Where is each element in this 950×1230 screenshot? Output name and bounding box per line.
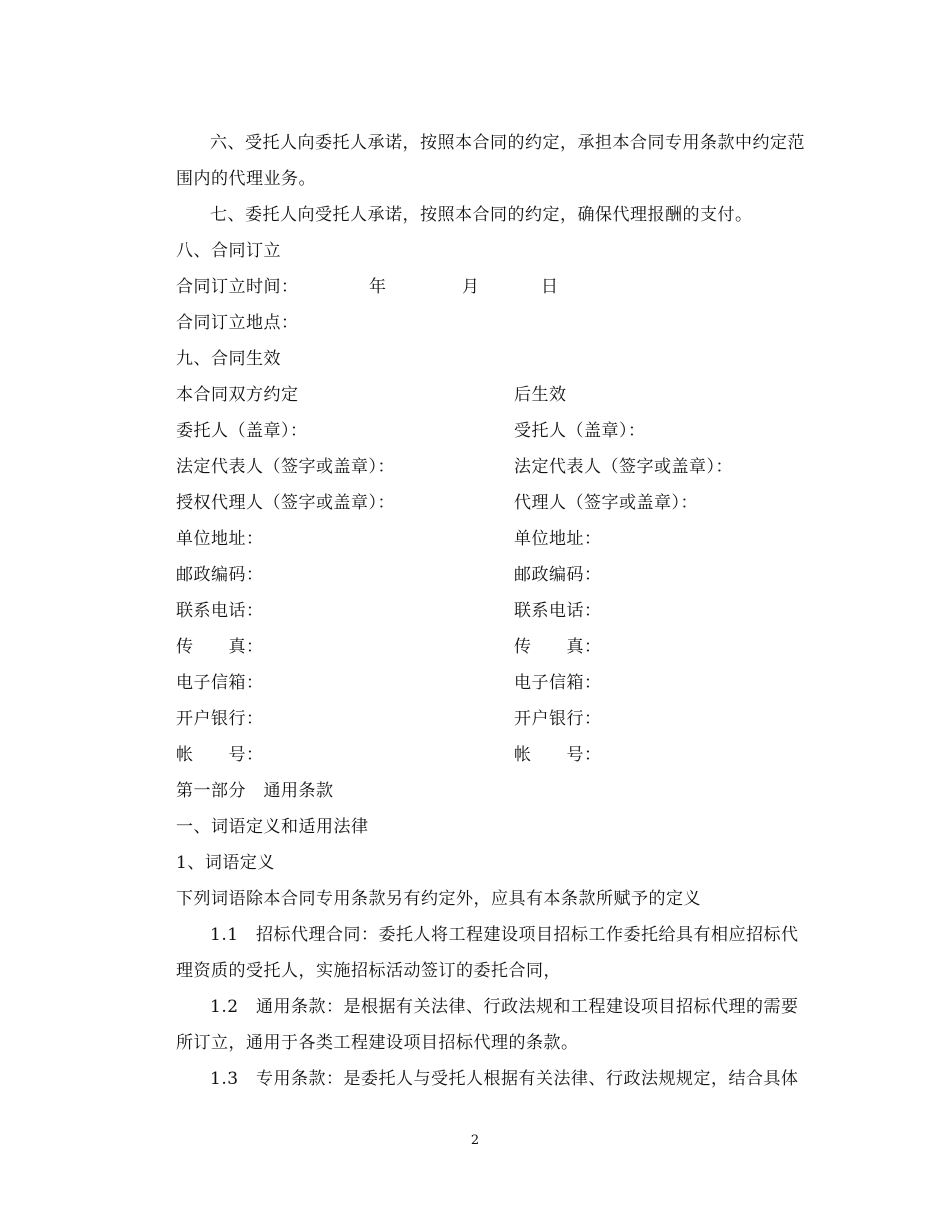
sign-place-label: 合同订立地点： xyxy=(176,313,299,333)
part-one-heading: 第一部分 通用条款 xyxy=(176,781,334,801)
client-account-label: 帐 号： xyxy=(176,745,264,765)
clause-1-2: 1.2 通用条款：是根据有关法律、行政法规和工程建设项目招标代理的需要所订立，通用于各类工程建设项目招标代理的条款。 xyxy=(176,997,799,1053)
agent-account-label: 帐 号： xyxy=(514,745,602,765)
agreement-left-text: 本合同双方约定 xyxy=(176,385,299,405)
agent-email-label: 电子信箱： xyxy=(514,673,602,693)
sign-time-row xyxy=(176,269,559,305)
agent-legal-rep-label: 法定代表人（签字或盖章）： xyxy=(514,457,733,477)
agent-postcode-label: 邮政编码： xyxy=(514,565,602,585)
year-label: 年 xyxy=(369,277,387,297)
clause-7: 七、委托人向受托人承诺，按照本合同的约定，确保代理报酬的支付。 xyxy=(210,205,753,225)
client-phone-label: 联系电话： xyxy=(176,601,264,621)
client-seal-label: 委托人（盖章）： xyxy=(176,421,308,441)
sign-time-label: 合同订立时间： xyxy=(176,277,299,297)
client-legal-rep-label: 法定代表人（签字或盖章）： xyxy=(176,457,395,477)
agent-representative-label: 代理人（签字或盖章）： xyxy=(514,493,698,513)
clause-1-3: 1.3 专用条款：是委托人与受托人根据有关法律、行政法规规定，结合具体 xyxy=(210,1069,799,1089)
agent-address-label: 单位地址： xyxy=(514,529,602,549)
agent-fax-label: 传 真： xyxy=(514,637,602,657)
definitions-intro: 下列词语除本合同专用条款另有约定外，应具有本条款所赋予的定义 xyxy=(176,889,701,909)
month-label: 月 xyxy=(462,277,480,297)
client-email-label: 电子信箱： xyxy=(176,673,264,693)
page-number: 2 xyxy=(470,1133,480,1148)
client-bank-label: 开户银行： xyxy=(176,709,264,729)
client-postcode-label: 邮政编码： xyxy=(176,565,264,585)
agent-bank-label: 开户银行： xyxy=(514,709,602,729)
subsection-definitions-heading: 1、词语定义 xyxy=(176,853,275,873)
heading-contract-signing: 八、合同订立 xyxy=(176,241,281,261)
client-address-label: 单位地址： xyxy=(176,529,264,549)
section-one-heading: 一、词语定义和适用法律 xyxy=(176,817,369,837)
client-fax-label: 传 真： xyxy=(176,637,264,657)
day-label: 日 xyxy=(541,277,559,297)
agent-phone-label: 联系电话： xyxy=(514,601,602,621)
clause-6: 六、受托人向委托人承诺，按照本合同的约定，承担本合同专用条款中约定范围内的代理业务。 xyxy=(176,133,805,189)
client-authorized-agent-label: 授权代理人（签字或盖章）： xyxy=(176,493,395,513)
agent-seal-label: 受托人（盖章）： xyxy=(514,421,646,441)
heading-contract-effect: 九、合同生效 xyxy=(176,349,281,369)
agreement-right-text: 后生效 xyxy=(514,385,567,405)
clause-1-1: 1.1 招标代理合同：委托人将工程建设项目招标工作委托给具有相应招标代理资质的受托人，实施招标活动签订的委托合同， xyxy=(176,925,799,981)
